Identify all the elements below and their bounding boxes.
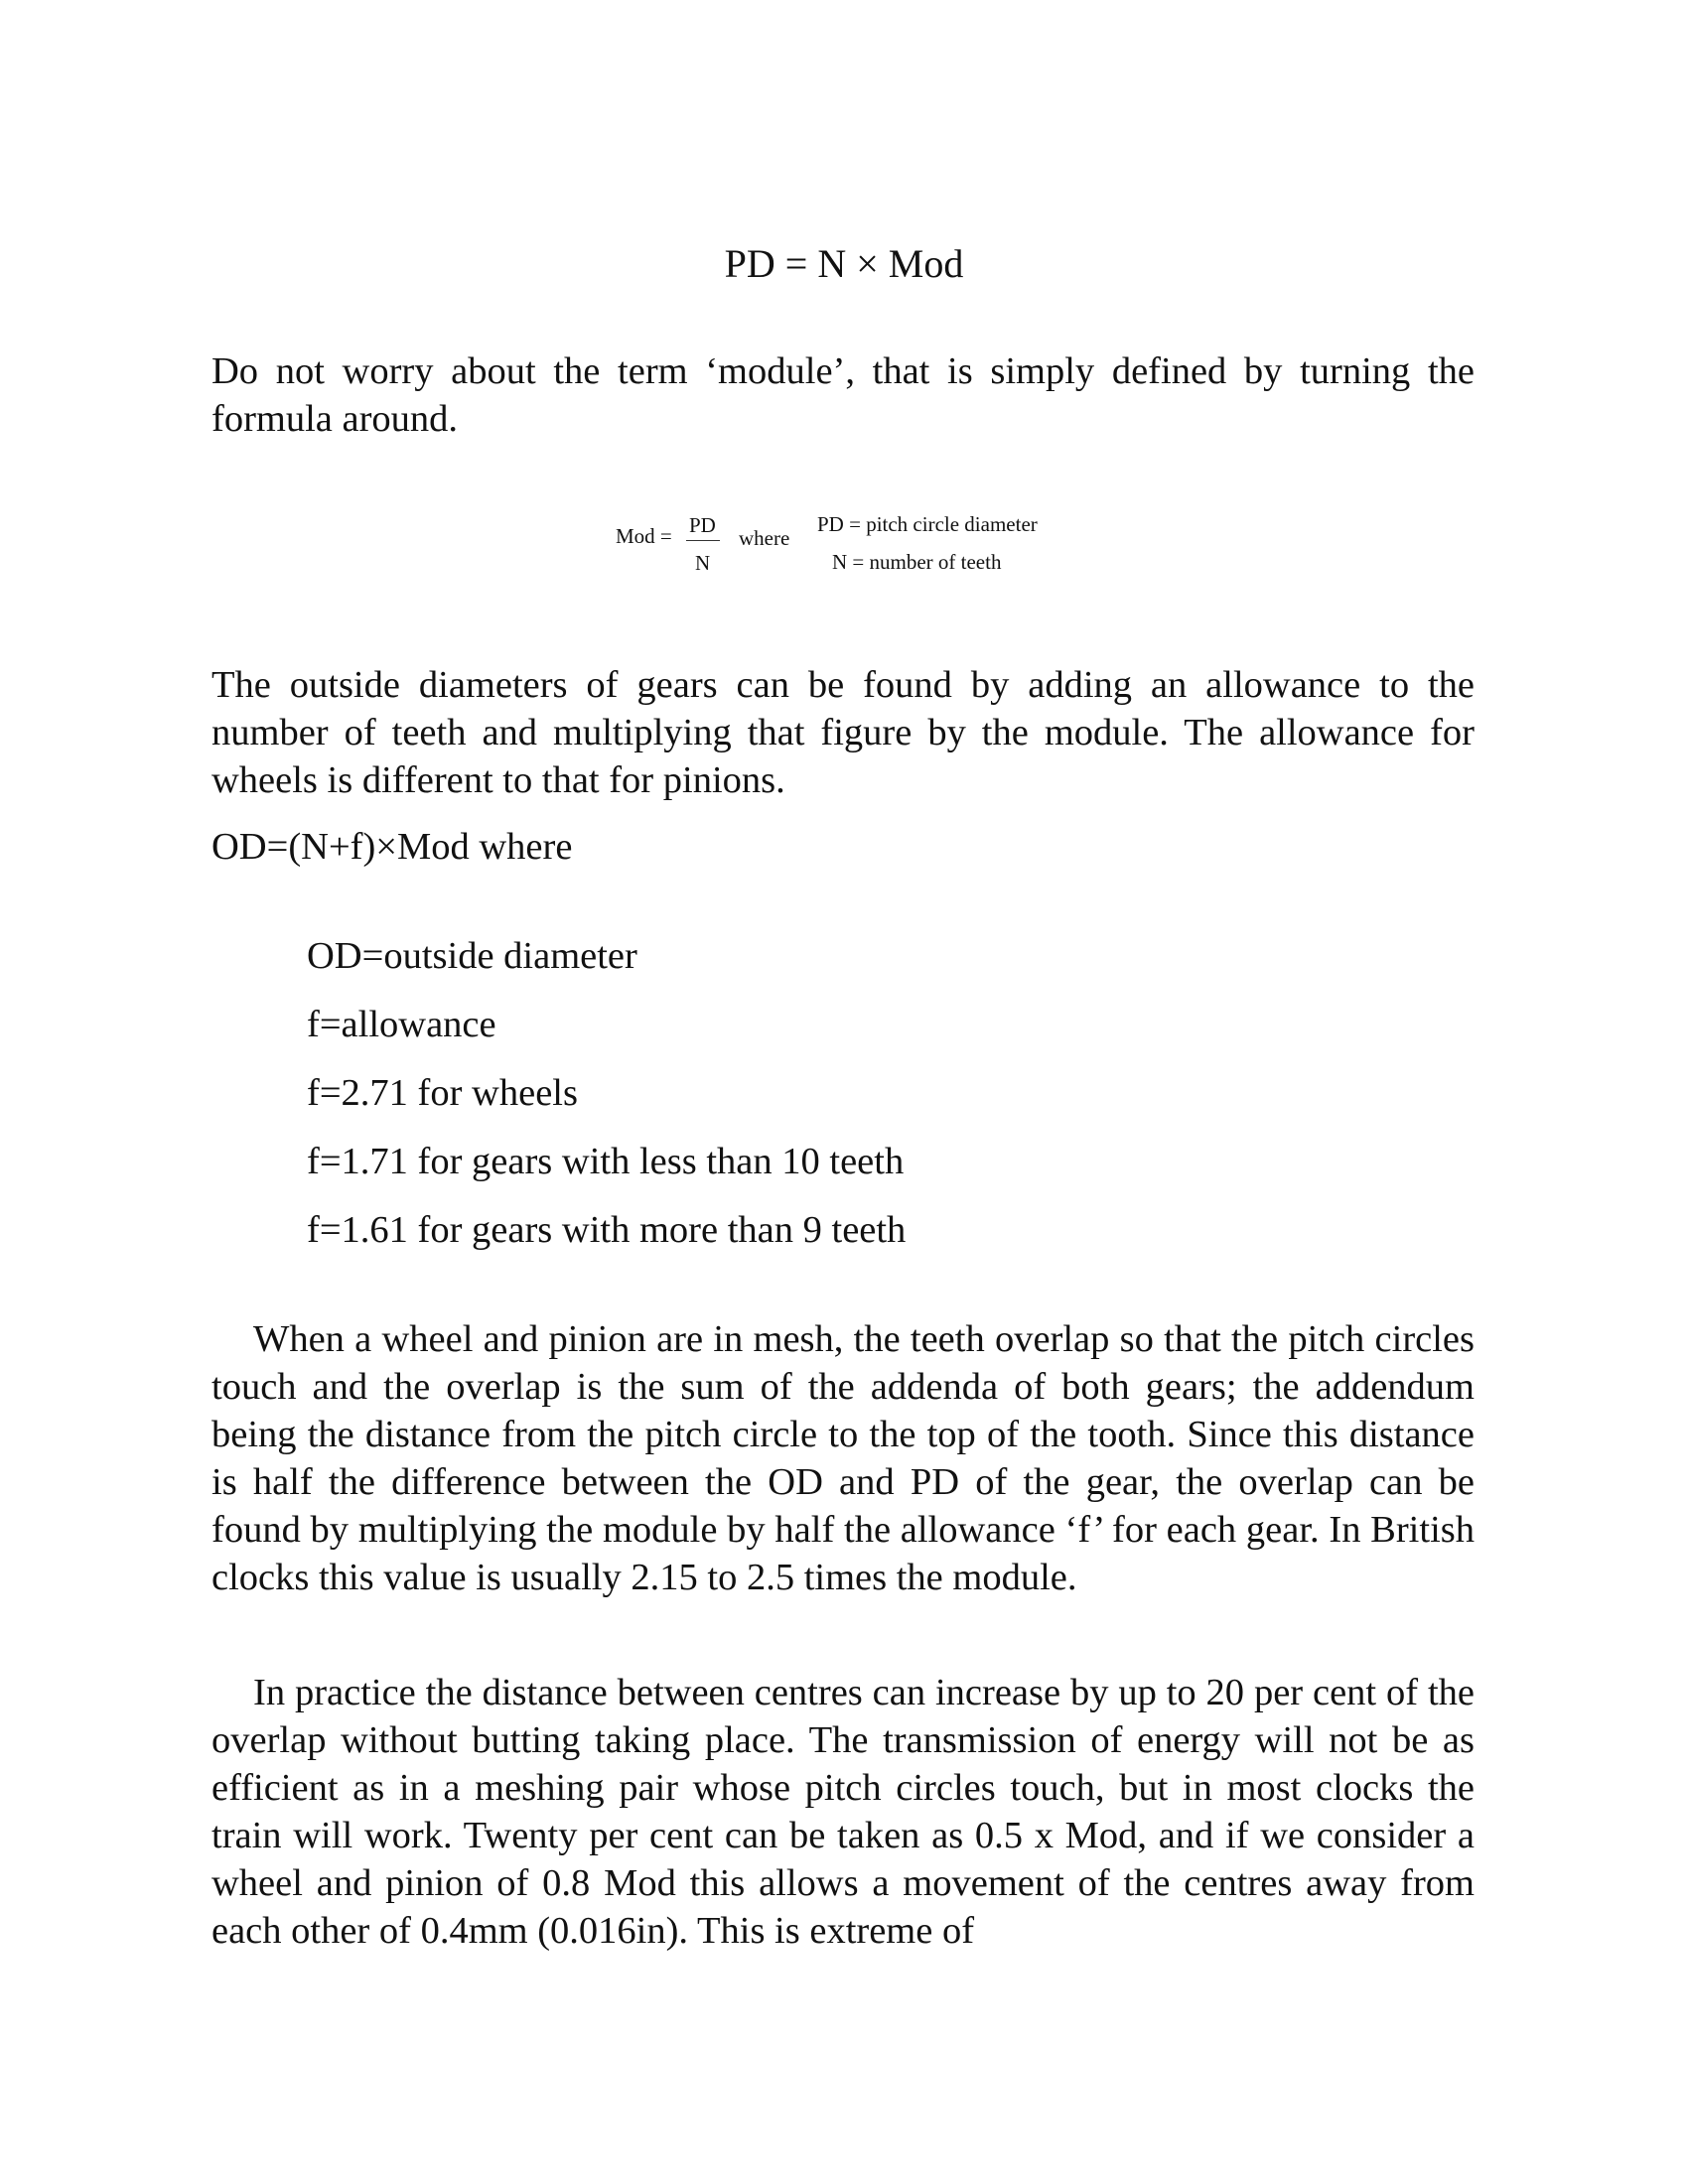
allowance-definition-list [307, 932, 906, 1275]
paragraph-meshing-overlap: When a wheel and pinion are in mesh, the teeth overlap so that the pitch circles touch and the overlap is the sum of the addenda of both gears; the addendum being the distance from the pitch circle to the top of the tooth. Since this distance is half the difference between the OD and PD of the gear, the overlap can be found by multiplying the module by half the allowance ‘f’ for each gear. In British clocks this value is usually 2.15 to 2.5 times the module. [211, 1318, 1475, 1598]
list-item: f=1.61 for gears with more than 9 teeth [307, 1209, 907, 1251]
fraction-numerator: PD [689, 513, 716, 537]
teeth-count-definition: N = number of teeth [832, 550, 1002, 574]
module-formula-lhs: Mod = [616, 524, 672, 548]
paragraph-outside-diameter: The outside diameters of gears can be found by adding an allowance to the number of teeth and multiplying that figure by the module. The allowance for wheels is different to that for pinions. [211, 664, 1475, 801]
fraction-bar [686, 540, 720, 541]
pitch-diameter-definition: PD = pitch circle diameter [817, 512, 1038, 536]
paragraph-module-intro: Do not worry about the term ‘module’, that is simply defined by turning the formula around. [211, 350, 1475, 440]
list-item: OD=outside diameter [307, 935, 637, 977]
paragraph-centre-distance: In practice the distance between centres can increase by up to 20 per cent of the overlap without butting taking place. The transmission of energy will not be as efficient as in a meshing pair whose pitch circles touch, but in most clocks the train will work. Twenty per cent can be taken as 0.5 x Mod, and if we consider a wheel and pinion of 0.8 Mod this allows a movement of the centres away from each other of 0.4mm (0.016in). This is extreme of [211, 1672, 1475, 1952]
pitch-diameter-formula: PD = N × Mod [724, 241, 964, 286]
module-formula-where: where [739, 526, 790, 550]
fraction-denominator: N [695, 551, 711, 575]
module-formula [616, 506, 1092, 586]
list-item: f=1.71 for gears with less than 10 teeth [307, 1141, 905, 1182]
outside-diameter-formula: OD=(N+f)×Mod where [211, 826, 573, 868]
list-item: f=allowance [307, 1004, 496, 1045]
list-item: f=2.71 for wheels [307, 1072, 578, 1114]
